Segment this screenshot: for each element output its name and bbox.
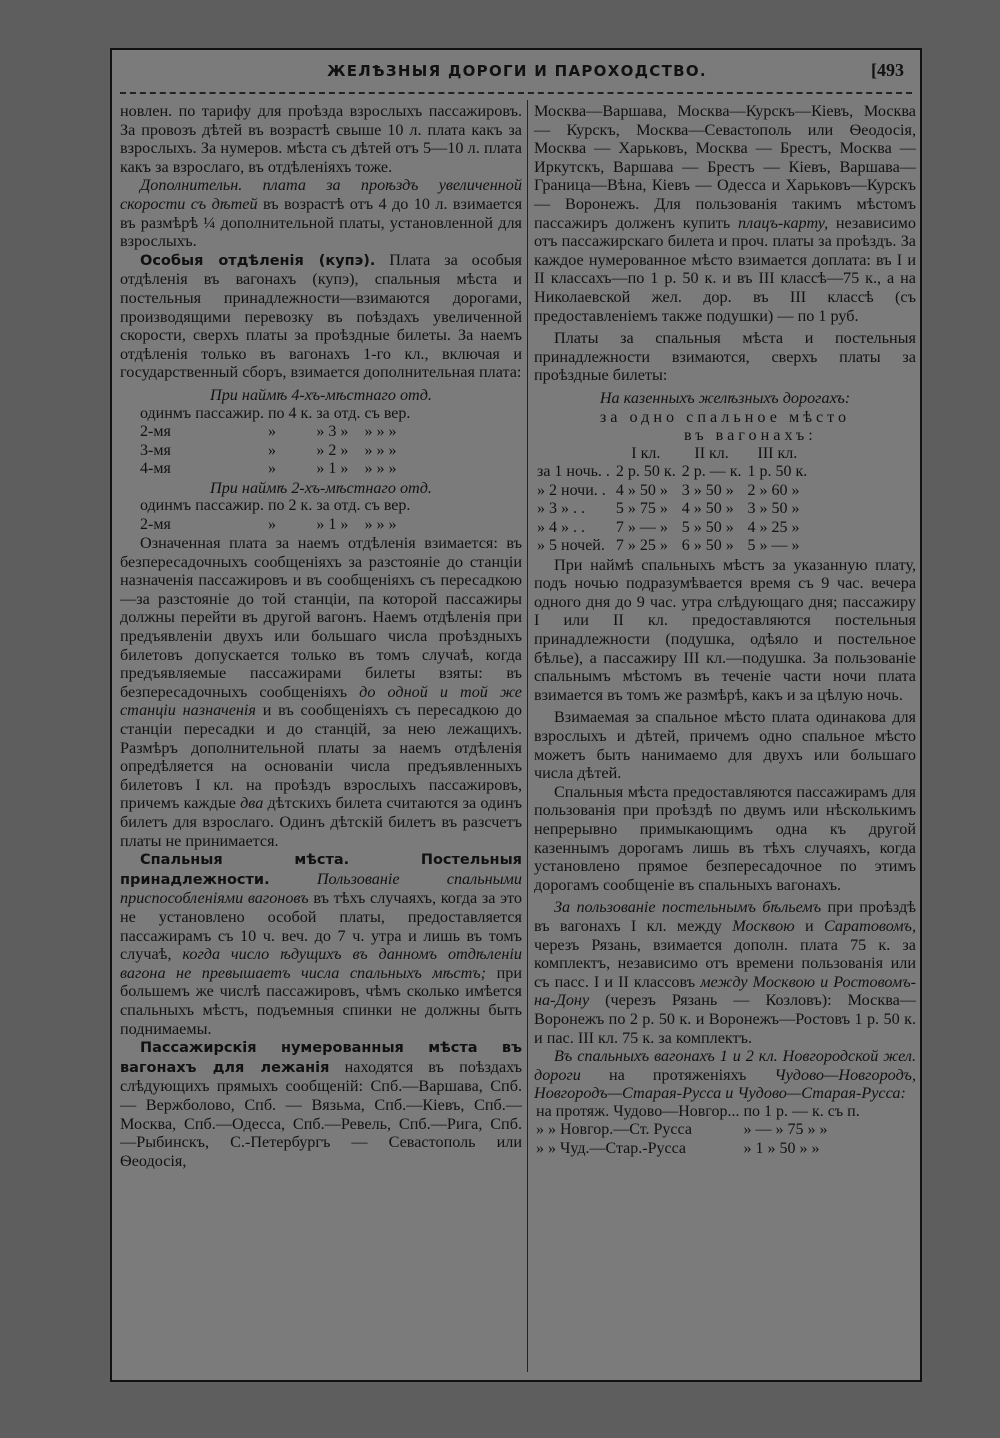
text: находятся въ поѣздахъ слѣдующихъ прямыхъ сообщеній: Спб.—Варшава, Спб. — Вержболово, Спб. — Вязьма, Спб.—Кіевъ, Спб.—Москва, Спб.—Одесса, Спб.—Ревель, Спб.—Рига, Спб.—Рыбинскъ, С.-Петербургъ — Севастополь или Ѳеодосія, (120, 1057, 522, 1170)
cell: 3-мя (140, 441, 171, 459)
text: при проѣздѣ въ вагонахъ I кл. между (534, 898, 917, 935)
text: при большемъ же числѣ пассажировъ, чѣмъ сколько имѣется спальныхъ мѣстъ, подъемныя спинки не должны быть поднимаемы. (120, 963, 522, 1038)
cell: » 1 » 50 » » (743, 1139, 820, 1157)
section-heading: Пассажирскія нумерованныя мѣста въ вагонахъ для лежанія (120, 1040, 522, 1076)
column-header: III кл. (757, 444, 798, 462)
italic-phrase: Саратовомъ, (823, 916, 916, 935)
table-title: При наймѣ 2-хъ-мѣстнаго отд. (210, 478, 432, 497)
cell: » 4 » . . (537, 518, 585, 536)
cell: на протяж. Чудово—Новгор... (536, 1102, 740, 1120)
cell: » 3 » (316, 423, 349, 440)
text: дѣтскихъ билета считаются за одинъ билетъ для взрослаго. Одинъ дѣтскій билетъ въ разсчетъ платы не принимается. (120, 794, 522, 850)
cell: 2-мя (140, 423, 171, 440)
cell: » 3 » . . (537, 500, 585, 518)
table-title: При наймѣ 4-хъ-мѣстнаго отд. (210, 385, 432, 404)
cell: 2 р. 50 к. (615, 463, 676, 481)
table-row (534, 537, 810, 556)
cell: » 2 » (316, 441, 349, 459)
paragraph (120, 850, 522, 1038)
cell: 2 р. — к. (681, 463, 742, 481)
paragraph: Взимаемая за спальное мѣсто плата одинакова для взрослыхъ и дѣтей, причемъ одно спальное мѣсто можетъ быть нанимаемо для двухъ или большаго числа дѣтей. (534, 708, 916, 783)
column-divider (527, 100, 528, 1372)
table-caption: за одно спальное мѣсто (599, 407, 851, 426)
cell: 3 » 50 » (747, 500, 800, 518)
cell: одинмъ пассажир. (140, 404, 264, 422)
cell: » (267, 441, 276, 459)
text: и (794, 916, 824, 935)
cell: » » » (364, 515, 397, 533)
paragraph (120, 1038, 522, 1170)
cell: » 2 ночи. . (537, 481, 606, 499)
header-rule (120, 92, 912, 100)
italic-phrase: до одной и той же станціи назначенія (120, 682, 522, 720)
paragraph: При наймѣ спальныхъ мѣстъ за указанную плату, подъ ночью подразумѣвается время съ 9 час. вечера одного дня до 9 час. утра слѣдующаго дня; пассажиру I или II кл. предоставляются постельныя принадлежности (подушка, одѣяло и постельное бѣлье), а пассажиру III кл.—подушка. За пользованіе спальнымъ мѣстомъ въ теченіе части ночи плата взимается въ томъ же размѣрѣ, какъ и за цѣлую ночь. (534, 555, 916, 704)
cell: 4 » 25 » (747, 518, 800, 536)
section-heading: Спальныя мѣста. Постельныя принадлежности. (120, 852, 522, 888)
cell: за отд. (316, 497, 361, 515)
italic-phrase: Въ спальныхъ вагонахъ 1 и 2 кл. Новгородской жел. дороги (534, 1047, 916, 1084)
paragraph (534, 898, 916, 1047)
italic-phrase: между Москвою и Ростовомъ-на-Дону (534, 972, 916, 1010)
paragraph: Платы за спальныя мѣста и постельныя принадлежности взимаются, сверхъ платы за проѣздные билеты: (534, 329, 916, 385)
running-header (122, 58, 912, 88)
italic-phrase: плацъ-карту, (737, 213, 829, 232)
subheading: На казенныхъ желѣзныхъ дорогахъ: (599, 388, 851, 407)
cell: » » » (364, 460, 397, 477)
paragraph (120, 534, 522, 850)
table-row (534, 1140, 862, 1159)
cell: по 4 к. (267, 404, 313, 422)
text: Плата за особыя отдѣленія въ вагонахъ (купэ), спальныя мѣста и постельныя принадлежности—взимаются дорогами, производящими перевозку въ поѣздахъ увеличенной скорости, сверхъ платы за проѣздные билеты. За наемъ отдѣленія только въ вагонахъ 1-го кл., включая и государственный сборъ, взимается дополнительная плата: (120, 250, 522, 382)
table-caption: въ вагонахъ: (684, 426, 817, 445)
paragraph (534, 1047, 916, 1103)
table-row (138, 423, 412, 442)
cell: за отд. (316, 404, 361, 422)
italic-phrase: Пользованіе спальными приспособленіями вагоновъ (120, 869, 522, 908)
cell: 7 » — » (615, 518, 668, 536)
cell: 4 » 50 » (615, 481, 668, 499)
cell: 5 » 75 » (615, 500, 668, 518)
cell: 5 » — » (747, 537, 800, 555)
cell: 3 » 50 » (681, 481, 734, 499)
table-header-row (534, 445, 810, 464)
cell: 4 » 50 » (681, 500, 734, 518)
text: въ тѣхъ случаяхъ, когда за это не установлено особой платы, предоставляется пассажирамъ съ 10 ч. веч. до 7 ч. утра и лишь въ томъ случаѣ, (120, 889, 523, 964)
text: и въ сообщеніяхъ съ пересадкою до станціи пересадки и до станцій, за нею лежащихъ. Размѣръ дополнительной платы за наемъ отдѣленія опредѣляется на основаніи числа предъявленныхъ билетовъ I кл. на проѣздъ взрослыхъ пассажировъ, причемъ каждые (120, 701, 522, 813)
novgorod-fee-table (534, 1103, 862, 1159)
cell: 2-мя (140, 515, 171, 533)
cell: » (267, 460, 276, 477)
left-column (120, 102, 522, 1170)
sleeper-fee-table (534, 445, 810, 556)
table-row (138, 516, 412, 535)
cell: » (267, 515, 276, 533)
cell: » 5 ночей. (537, 537, 605, 555)
cell: 2 » 60 » (747, 481, 800, 499)
cell: 6 » 50 » (681, 537, 734, 555)
paragraph (120, 176, 522, 250)
cell: по 2 к. (267, 497, 313, 515)
cell: 5 » 50 » (681, 518, 734, 536)
italic-phrase: Чудово—Новгородъ, Новгородъ—Старая-Русса и Чудово—Старая-Русса: (534, 1065, 916, 1103)
right-column (534, 102, 916, 1158)
table-row (534, 519, 810, 538)
cell: по 1 р. — к. съ п. (743, 1102, 860, 1120)
text: на протяженіяхъ (580, 1065, 775, 1084)
section-heading: Особыя отдѣленія (купэ). (140, 252, 376, 269)
page (110, 48, 922, 1382)
text: черезъ Рязань, взимается дополн. плата 75 к. за комплектъ, независимо отъ времени пользованія или съ пасс. I и II классовъ (534, 935, 916, 991)
page-number: [493 (871, 60, 904, 80)
fee-table-2 (138, 497, 412, 534)
text: Означенная плата за наемъ отдѣленія взимается: въ безпересадочныхъ сообщеніяхъ за разстояніе до станціи назначенія пассажировъ и въ сообщеніяхъ съ пересадкою—за разстояніе до той станціи, па которой пассажиры должны перейти въ другой вагонъ. Наемъ отдѣленія при предъявленіи двухъ или большаго числа проѣздныхъ билетовъ допускается только въ томъ случаѣ, когда предъявляемые пассажирами билеты взяты: въ безпересадочныхъ сообщеніяхъ (120, 534, 522, 701)
italic-phrase: За пользованіе постельнымъ бѣльемъ (554, 898, 822, 917)
cell: одинмъ пассажир. (140, 497, 264, 515)
fee-table-4 (138, 405, 412, 479)
cell: » — » 75 » » (743, 1121, 828, 1139)
table-row (534, 1103, 862, 1122)
italic-phrase: Москвою (732, 916, 795, 935)
italic-phrase: два (240, 794, 264, 813)
cell: » » » (364, 423, 397, 440)
table-row (138, 442, 412, 461)
table-row (138, 460, 412, 479)
page-title: ЖЕЛѢЗНЫЯ ДОРОГИ И ПАРОХОДСТВО. (327, 62, 707, 80)
paragraph: Спальныя мѣста предоставляются пассажирамъ для пользованія при проѣздѣ по двумъ или нѣсколькимъ непрерывно примыкающимъ одна къ другой казеннымъ дорогамъ лишь въ тѣхъ случаяхъ, когда установлено прямое безпересадочное по этимъ дорогамъ сообщеніе въ спальныхъ вагонахъ. (534, 782, 916, 894)
paragraph (120, 251, 522, 382)
column-header: I кл. (631, 444, 661, 462)
cell: съ вер. (364, 404, 411, 422)
column-header: II кл. (694, 444, 729, 462)
cell: » 1 » (316, 515, 349, 533)
table-row (534, 500, 810, 519)
text: (черезъ Рязань — Козловъ): Москва—Воронежъ по 2 р. 50 к. и Воронежъ—Ростовъ 1 р. 50 к. и пас. III кл. 75 к. за комплектъ. (534, 991, 916, 1047)
cell: » » » (364, 441, 397, 459)
text: независимо отъ пассажирскаго билета и проч. платы за проѣздъ. За каждое нумерованное мѣсто взимается доплата: въ I и II классахъ—по 1 р. 50 к. и въ III классѣ—75 к., а на Николаевской жел. дор. въ III классѣ (съ предоставленіемъ также подушки) — по 1 руб. (534, 213, 916, 325)
cell: » 1 » (316, 460, 349, 477)
cell: съ вер. (364, 497, 411, 515)
italic-phrase: когда число ѣдущихъ въ данномъ отдѣленіи вагона не превышаетъ числа спальныхъ мѣстъ; (120, 945, 522, 982)
table-row (534, 463, 810, 482)
text: въ возрастѣ отъ 4 до 10 л. взимается въ размѣрѣ ¼ дополнительной платы, установленной для взрослыхъ. (120, 194, 523, 251)
table-row (534, 1121, 862, 1140)
table-row (534, 482, 810, 501)
italic-phrase: Дополнительн. плата за проѣздъ увеличенной скорости съ дѣтей (120, 176, 522, 213)
table-row (138, 405, 412, 424)
cell: за 1 ночь. . (537, 463, 610, 481)
paragraph: новлен. по тарифу для проѣзда взрослыхъ пассажировъ. За провозъ дѣтей въ возрастѣ свыше 10 л. плата какъ за взрослыхъ. За нумеров. мѣста съ дѣтей отъ 5—10 л. плата какъ за взрослаго, въ отдѣленіяхъ тоже. (120, 102, 522, 176)
cell: 4-мя (140, 460, 171, 477)
paragraph (534, 102, 916, 325)
cell: 1 р. 50 к. (747, 463, 808, 481)
text: Москва—Варшава, Москва—Курскъ—Кіевъ, Москва — Курскъ, Москва—Севастополь или Ѳеодосія, Москва — Харьковъ, Москва — Брестъ, Москва — Иркутскъ, Варшава — Брестъ — Кіевъ, Варшава—Граница—Вѣна, Кіевъ — Одесса и Харьковъ—Курскъ — Воронежъ. Для пользованія такимъ мѣстомъ пассажиръ долженъ купить (534, 102, 916, 232)
cell: 7 » 25 » (615, 537, 668, 555)
table-row (138, 497, 412, 516)
cell: » (267, 423, 276, 440)
cell: » » Новгор.—Ст. Русса (536, 1121, 692, 1139)
cell: » » Чуд.—Стар.-Русса (536, 1139, 687, 1157)
